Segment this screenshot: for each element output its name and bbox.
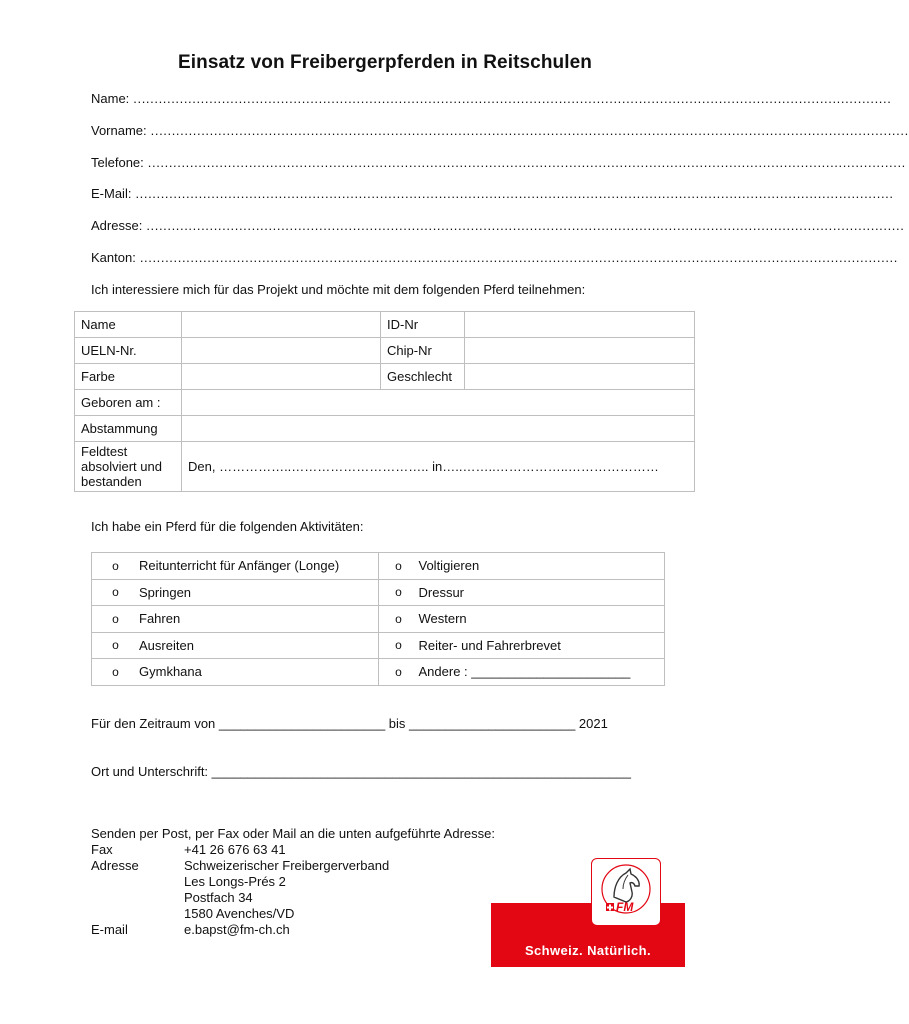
email-dots: .................................................................................................................................................................................... [135,186,894,201]
activity-label: Gymkhana [139,664,202,680]
address-line: Postfach 34 [184,890,253,905]
chip-cell-input[interactable] [465,338,695,364]
adresse-dots: .................................................................................................................................................................................... [146,218,905,233]
fax-value: +41 26 676 63 41 [184,842,286,857]
name-field[interactable] [91,91,892,106]
fax-label: Fax [91,842,113,857]
checkbox-bullet-icon[interactable]: o [112,585,119,600]
name-dots: .................................................................................................................................................................................... [133,91,892,106]
checkbox-bullet-icon[interactable]: o [112,664,119,679]
adresse-contact-label: Adresse [91,858,139,873]
checkbox-bullet-icon[interactable]: o [395,664,402,679]
activity-label: Springen [139,584,192,600]
logo-brand: FM [616,900,634,914]
table-row [92,632,665,659]
activity-cell[interactable] [378,659,665,686]
activity-cell[interactable] [378,606,665,633]
activities-intro: Ich habe ein Pferd für die folgenden Aktivitäten: [91,519,364,534]
table-row [75,416,695,442]
feldtest-line-3: bestanden [81,474,142,489]
activity-cell[interactable] [92,606,379,633]
activity-label: Andere : ______________________ [418,664,631,680]
checkbox-bullet-icon[interactable]: o [112,611,119,626]
email-label: E-Mail: [91,186,132,201]
activity-cell[interactable] [92,632,379,659]
fm-horse-logo-icon [591,858,661,926]
table-row [75,364,695,390]
telefone-label: Telefone: [91,155,144,170]
activity-label: Fahren [139,611,181,627]
checkbox-bullet-icon[interactable]: o [395,638,402,653]
kanton-label: Kanton: [91,250,136,265]
table-row [92,579,665,606]
activity-label: Western [418,611,467,627]
send-instructions: Senden per Post, per Fax oder Mail an die unten aufgeführte Adresse: [91,826,495,841]
vorname-label: Vorname: [91,123,147,138]
geboren-cell-input[interactable] [182,390,695,416]
table-row [75,390,695,416]
table-row [75,442,695,492]
activity-label: Reitunterricht für Anfänger (Longe) [139,558,340,574]
feldtest-cell-input[interactable]: Den, ……………..………………………….. in…..……..……………..………………… [182,442,695,492]
table-row [92,606,665,633]
horse-table [74,311,695,492]
activity-label: Voltigieren [418,558,480,574]
table-row [75,338,695,364]
interest-text: Ich interessiere mich für das Projekt und möchte mit dem folgenden Pferd teilnehmen: [91,282,586,297]
geschlecht-cell-input[interactable] [465,364,695,390]
kanton-field[interactable] [91,250,898,265]
table-row [92,659,665,686]
address-line: Les Longs-Prés 2 [184,874,286,889]
table-row [75,312,695,338]
id-nr-cell-label: ID-Nr [381,312,465,338]
name-label: Name: [91,91,130,106]
page-title: Einsatz von Freibergerpferden in Reitschulen [177,52,593,73]
ueln-cell-label: UELN-Nr. [75,338,182,364]
abstammung-cell-label: Abstammung [75,416,182,442]
activity-cell[interactable] [378,553,665,580]
activity-cell[interactable] [378,579,665,606]
activity-label: Ausreiten [139,637,194,653]
activity-label: Reiter- und Fahrerbrevet [418,637,561,653]
activity-label: Dressur [418,584,465,600]
checkbox-bullet-icon[interactable]: o [112,558,119,573]
activity-cell[interactable] [92,579,379,606]
table-row [92,553,665,580]
farbe-cell-label: Farbe [75,364,182,390]
geschlecht-cell-label: Geschlecht [381,364,465,390]
contact-block [91,826,495,938]
feldtest-line-2: absolviert und [81,459,162,474]
id-nr-cell-input[interactable] [465,312,695,338]
farbe-cell-input[interactable] [182,364,381,390]
name-cell-input[interactable] [182,312,381,338]
period-line[interactable]: Für den Zeitraum von _______________________ bis _______________________ 2021 [91,716,608,731]
checkbox-bullet-icon[interactable]: o [395,611,402,626]
kanton-dots: .................................................................................................................................................................................... [139,250,898,265]
telefone-dots: .................................................................................................................................................................................... [147,155,906,170]
telefone-field[interactable] [91,155,906,170]
vorname-dots: .................................................................................................................................................................................... [150,123,909,138]
checkbox-bullet-icon[interactable]: o [395,558,402,573]
chip-cell-label: Chip-Nr [381,338,465,364]
address-line: Schweizerischer Freibergerverband [184,858,390,873]
address-line: 1580 Avenches/VD [184,906,295,921]
feldtest-line-1: Feldtest [81,444,128,459]
email-contact-value[interactable]: e.bapst@fm-ch.ch [184,922,290,937]
logo-slogan: Schweiz. Natürlich. [524,943,652,958]
ueln-cell-input[interactable] [182,338,381,364]
activity-cell[interactable] [92,659,379,686]
geboren-cell-label: Geboren am : [75,390,182,416]
activities-table [91,552,665,686]
signature-line[interactable]: Ort und Unterschrift: __________________________________________________________ [91,764,631,779]
email-contact-label: E-mail [91,922,128,937]
adresse-label: Adresse: [91,218,143,233]
checkbox-bullet-icon[interactable]: o [112,638,119,653]
adresse-field[interactable] [91,218,905,233]
activity-cell[interactable] [92,553,379,580]
name-cell-label: Name [75,312,182,338]
checkbox-bullet-icon[interactable]: o [395,585,402,600]
abstammung-cell-input[interactable] [182,416,695,442]
email-field[interactable] [91,186,894,201]
vorname-field[interactable] [91,123,909,138]
feldtest-cell-label [75,442,182,492]
activity-cell[interactable] [378,632,665,659]
